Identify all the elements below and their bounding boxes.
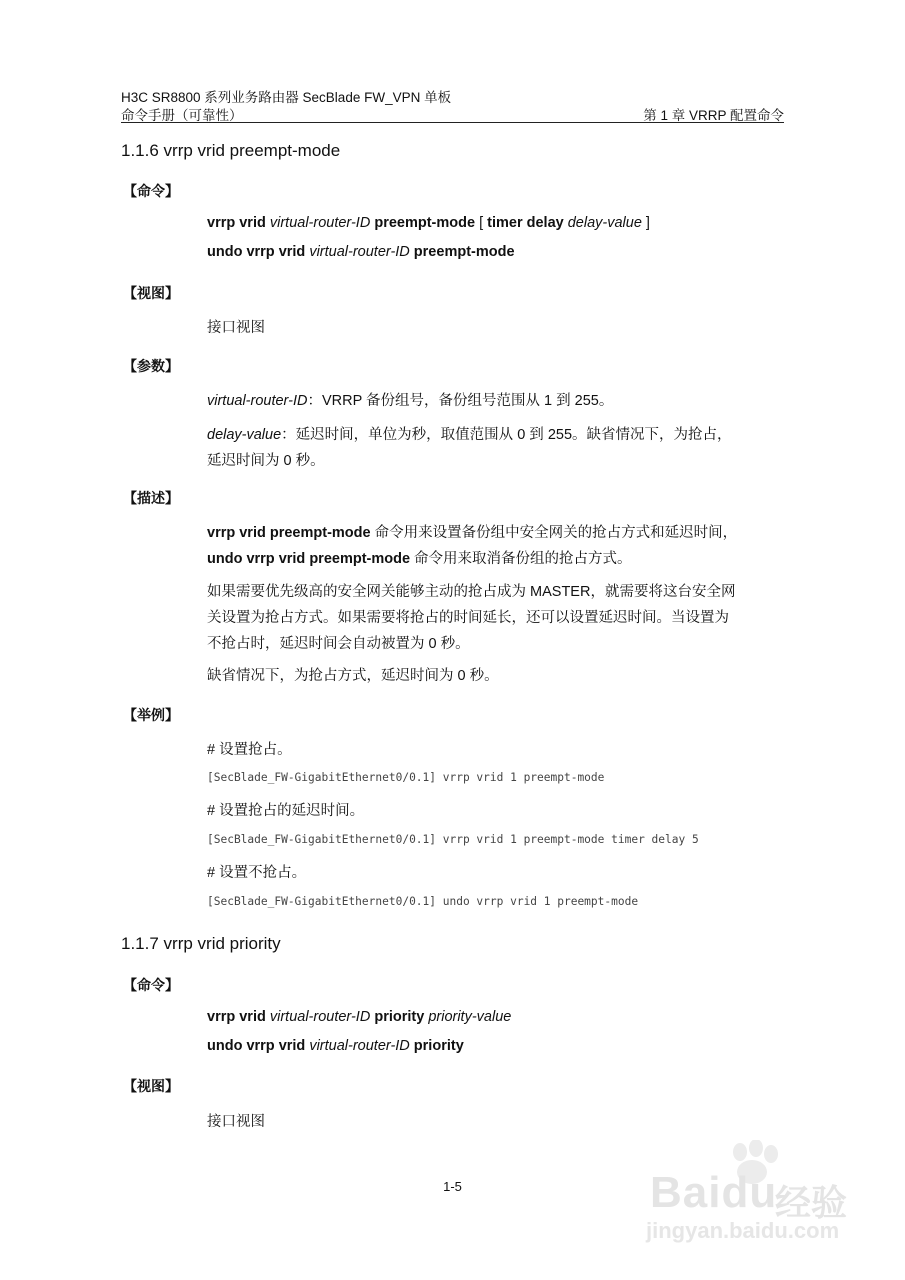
example-code-3: [SecBlade_FW-GigabitEthernet0/0.1] undo vrrp vrid 1 preempt-mode (207, 895, 639, 908)
label-view: 【视图】 (123, 285, 179, 301)
view-text: 接口视图 (207, 320, 265, 336)
label-command-2: 【命令】 (123, 977, 179, 993)
label-view-2: 【视图】 (123, 1078, 179, 1094)
example-code-2: [SecBlade_FW-GigabitEthernet0/0.1] vrrp vrid 1 preempt-mode timer delay 5 (207, 833, 699, 846)
desc-line-2: undo vrrp vrid preempt-mode 命令用来取消备份组的抢占方式。 (207, 551, 632, 567)
desc-line-4: 关设置为抢占方式。如果需要将抢占的时间延长，还可以设置延迟时间。当设置为 (207, 610, 729, 626)
param-delay-value-cont: 延迟时间为 0 秒。 (207, 453, 325, 469)
watermark-url: jingyan.baidu.com (646, 1218, 840, 1243)
label-parameters: 【参数】 (123, 358, 179, 374)
command-syntax-4: undo vrrp vrid virtual-router-ID priority (207, 1038, 464, 1054)
header-chapter: 第 1 章 VRRP 配置命令 (643, 108, 784, 123)
desc-line-6: 缺省情况下，为抢占方式，延迟时间为 0 秒。 (207, 668, 499, 684)
command-syntax-3: vrrp vrid virtual-router-ID priority priority-value (207, 1009, 512, 1025)
command-syntax-2: undo vrrp vrid virtual-router-ID preempt-mode (207, 244, 515, 260)
example-comment-1: # 设置抢占。 (207, 742, 292, 758)
label-command: 【命令】 (123, 183, 179, 199)
section-title-priority: 1.1.7 vrrp vrid priority (121, 934, 281, 953)
desc-line-5: 不抢占时，延迟时间会自动被置为 0 秒。 (207, 636, 470, 652)
page-number: 1-5 (443, 1179, 462, 1194)
example-code-1: [SecBlade_FW-GigabitEthernet0/0.1] vrrp vrid 1 preempt-mode (207, 771, 605, 784)
label-description: 【描述】 (123, 490, 179, 506)
example-comment-2: # 设置抢占的延迟时间。 (207, 803, 365, 819)
view-text-2: 接口视图 (207, 1114, 265, 1130)
param-delay-value: delay-value：延迟时间，单位为秒，取值范围从 0 到 255。缺省情况下，为抢占， (207, 427, 732, 443)
header-divider (121, 122, 784, 123)
watermark-brand: Baidu (650, 1168, 778, 1217)
header-title: H3C SR8800 系列业务路由器 SecBlade FW_VPN 单板 (121, 90, 452, 105)
header-subtitle: 命令手册（可靠性） (121, 108, 243, 123)
section-title-preempt-mode: 1.1.6 vrrp vrid preempt-mode (121, 141, 341, 160)
desc-line-1: vrrp vrid preempt-mode 命令用来设置备份组中安全网关的抢占方式和延迟时间， (207, 525, 738, 541)
param-virtual-router-id: virtual-router-ID：VRRP 备份组号，备份组号范围从 1 到 255。 (207, 393, 614, 409)
watermark-cn: 经验 (775, 1183, 848, 1224)
label-example: 【举例】 (123, 707, 179, 723)
command-syntax-1: vrrp vrid virtual-router-ID preempt-mode [ timer delay delay-value ] (207, 215, 650, 231)
desc-line-3: 如果需要优先级高的安全网关能够主动的抢占成为 MASTER，就需要将这台安全网 (207, 584, 736, 600)
example-comment-3: # 设置不抢占。 (207, 865, 307, 881)
